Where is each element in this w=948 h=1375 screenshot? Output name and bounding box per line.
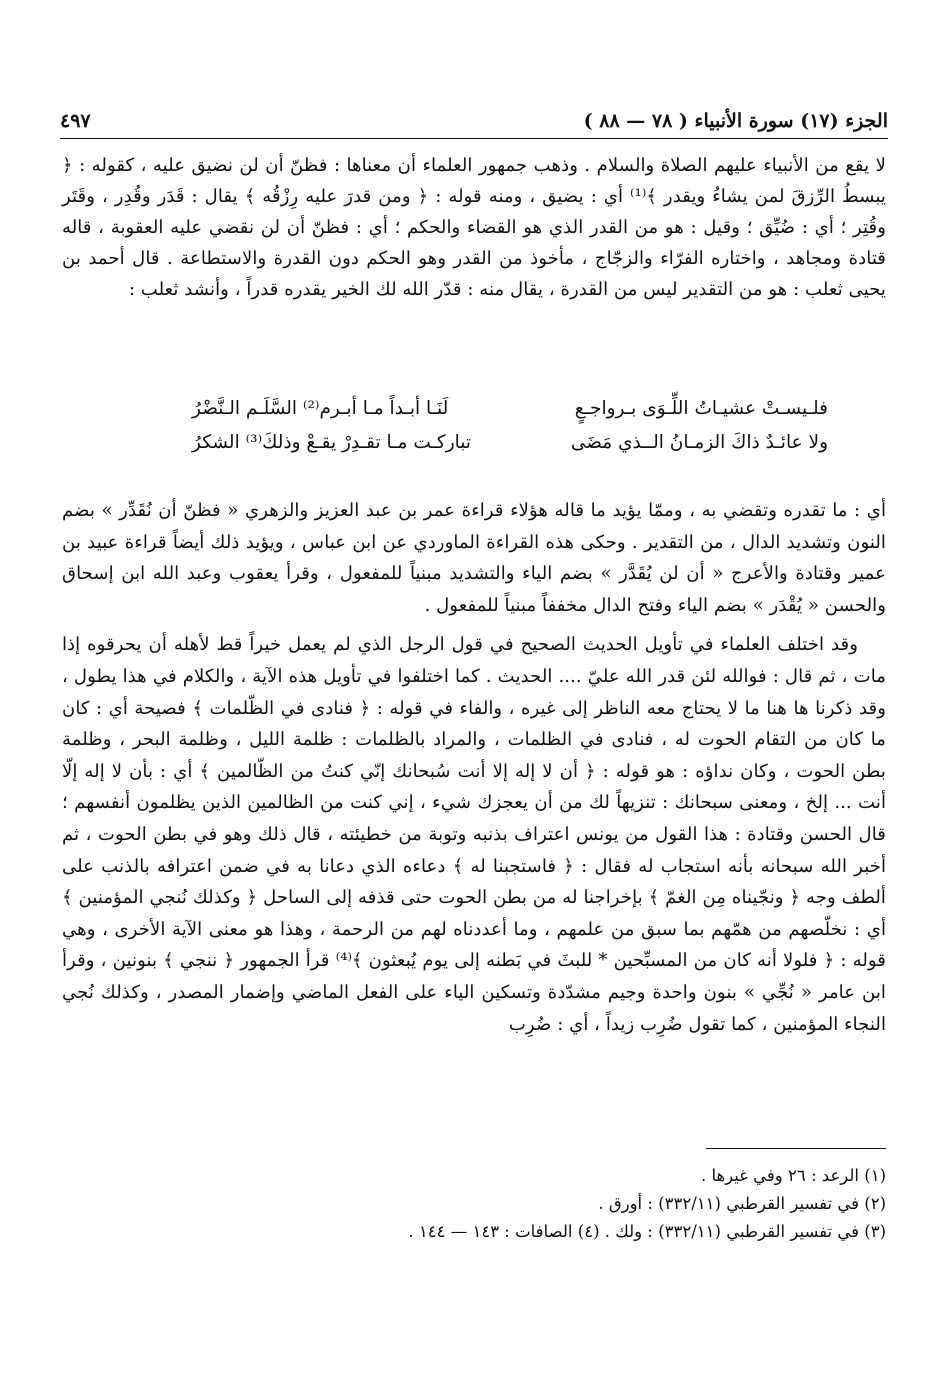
footnote-divider [706, 1148, 886, 1149]
paragraph-3: وقد اختلف العلماء في تأويل الحديث الصحيح في قول الرجل الذي لم يعمل خيراً قط لأهله أن يحرقوه إذا مات ، ثم قال : فوالله لئن قدر الله عليّ .... الحديث . كما اختلفوا في تأويل هذه الآية ، والكلام في هذا يطول ، وقد ذكرنا ها هنا ما لا يحتاج معه الناظر إلى غيره ، والفاء في قوله : ﴿ فنادى في الظّلمات ﴾ فصيحة أي : كان ما كان من التقام الحوت له ، فنادى في الظلمات ، والمراد بالظلمات : ظلمة الليل ، وظلمة البحر ، وظلمة بطن الحوت ، وكان نداؤه : هو قوله : ﴿ أن لا إله إلا أنت سُبحانك إنّي كنتُ من الظّالمين ﴾ أي : بأن لا إله إلّا أنت ... إلخ ، ومعنى سبحانك : تنزيهاً لك من أن يعجزك شيء ، إني كنت من الظالمين الذين يظلمون أنفسهم ؛ قال الحسن وقتادة : هذا القول من يونس اعتراف بذنبه وتوبة من خطيئته ، قال ذلك وهو في بطن الحوت ، ثم أخبر الله سبحانه بأنه استجاب له فقال : ﴿ فاستجبنا له ﴾ دعاءه الذي دعانا به في ضمن اعترافه بالذنب على ألطف وجه ﴿ ونجّيناه مِن الغمّ ﴾ بإخراجنا له من بطن الحوت حتى قذفه إلى الساحل ﴿ وكذلك نُنجي المؤمنين ﴾ أي : نخلّصهم من همّهم بما سبق من علمهم ، وما أعددناه لهم من الرحمة ، وهذا هو معنى الآية الأخرى ، وهي قوله : ﴿ فلولا أنه كان من المسبِّحين * للبثَ في بَطنه إلى يوم يُبعثون ﴾⁽⁴⁾ قرأ الجمهور ﴿ ننجي ﴾ بنونين ، وقرأ ابن عامر « نُجِّي » بنون واحدة وجيم مشدّدة وتسكين الياء على الفعل الماضي وإضمار المصدر ، وكذلك نُجي النجاء المؤمنين ، كما تقول ضُرِب زيداً ، أي : ضُرِب [62, 634, 886, 1035]
poem-line-1 [62, 392, 886, 426]
page-header [60, 92, 888, 139]
poem-line-2 [62, 426, 886, 460]
poem-line-1-first-hemistich: فلـيسـتْ عشيـاتُ اللِّـوَى بـرواجـعٍ [574, 398, 828, 419]
footnote-2: (٢) في تفسير القرطبي (٣٣٢/١١) : أورق . [598, 1194, 886, 1213]
paragraph-2: أي : ما تقدره وتقضي به ، وممّا يؤيد ما قاله هؤلاء قراءة عمر بن عبد العزيز والزهري « فظنّ أن نُقَدِّر » بضم النون وتشديد الدال ، من التقدير . وحكى هذه القراءة الماوردي عن ابن عباس ، ويؤيد ذلك أيضاً قراءة عبيد بن عمير وقتادة والأعرج « أن لن يُقَدَّر » بضم الياء والتشديد مبنياً للمفعول ، وقرأ يعقوب وعبد الله ابن إسحاق والحسن « يُقْدَر » بضم الياء وفتح الدال مخففاً مبنياً للمفعول . [62, 500, 886, 616]
poem-line-2-second-hemistich: تباركـت مـا تقـدِرْ يقـعْ وذلكَ⁽³⁾ الشكرُ [192, 432, 472, 453]
footnotes [62, 1162, 886, 1246]
page-number: ٤٩٧ [60, 110, 91, 132]
intro-paragraph [62, 150, 886, 305]
poem-block [62, 392, 886, 460]
paragraph-1: لا يقع من الأنبياء عليهم الصلاة والسلام . وذهب جمهور العلماء أن معناها : فظنّ أن لن نضيق عليه ، كقوله : ﴿ يبسطُ الرِّزقَ لمن يشاءُ ويقدر ﴾⁽¹⁾ أي : يضيق ، ومنه قوله : ﴿ ومن قدرَ عليه رِزْقُه ﴾ يقال : قَدَر وقُدِر ، وقَتَر وقُتِر ؛ أي : ضُيِّق ؛ وقيل : هو من القدر الذي هو القضاء والحكم ؛ أي : فظنّ أن لن نقضي عليه العقوبة ، قاله قتادة ومجاهد ، واختاره الفرّاء والزجّاج ، مأخوذ من القدر وهو الحكم دون القدرة والاستطاعة . قال أحمد بن يحيى ثعلب : هو من التقدير ليس من القدرة ، يقال منه : قدّر الله لك الخير يقدره قدراً ، وأنشد ثعلب : [62, 155, 886, 300]
footnote-1: (١) الرعد : ٢٦ وفي غيرها . [700, 1166, 886, 1185]
poem-line-1-second-hemistich: لَنَـا أبـداً مـا أبـرم⁽²⁾ السَّلَـم الـنَّضْرُ [192, 398, 449, 419]
main-text [62, 495, 886, 1048]
poem-line-2-first-hemistich: ولا عائـدٌ ذاكَ الزمـانُ الــذي مَضَى [570, 432, 828, 453]
footnote-3: (٣) في تفسير القرطبي (٣٣٢/١١) : ولك . (٤) الصافات : ١٤٣ — ١٤٤ . [408, 1222, 886, 1241]
running-title: الجزء (١٧) سورة الأنبياء ( ٧٨ — ٨٨ ) [583, 110, 888, 132]
